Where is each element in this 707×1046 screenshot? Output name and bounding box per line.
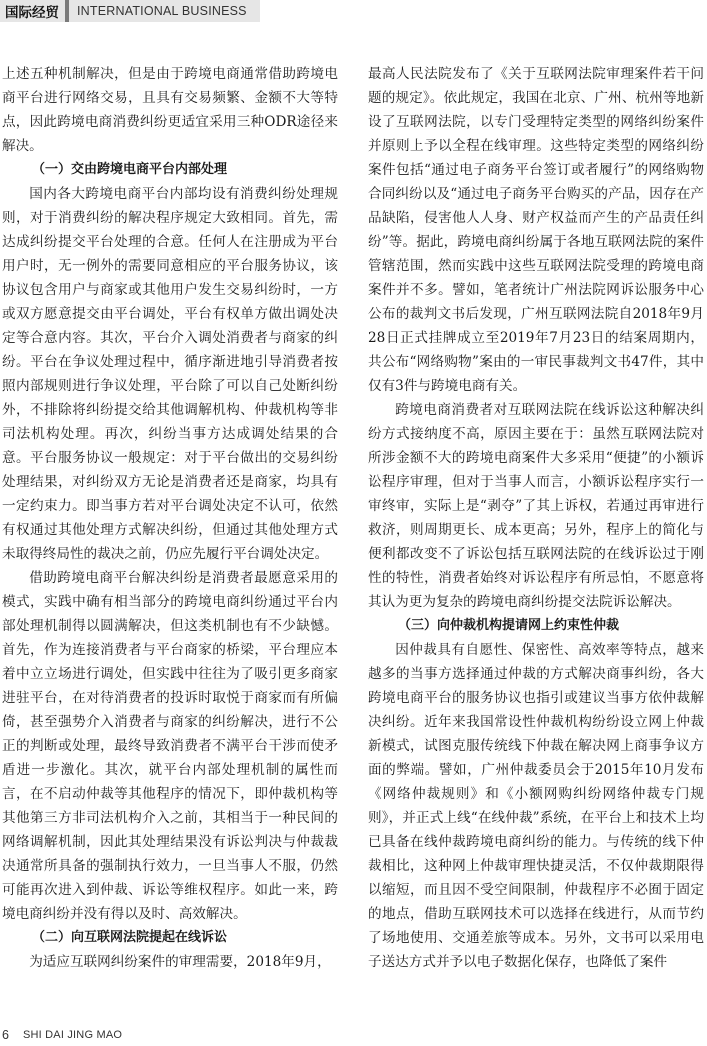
header-section-title: 国际经贸 [5,5,59,21]
section-heading: （二）向互联网法院提起在线诉讼 [32,930,228,945]
paragraph: 国内各大跨境电商平台内部均设有消费纠纷处理规则，对于消费纠纷的解决程序规定大致相同。首先，需达成纠纷提交平台处理的合意。任何人在注册成为平台用户时，无一例外的需要同意相应的平台服务协议，该协议包含用户与商家或其他用户发生交易纠纷时，一方或双方愿意提交由平台调处，平台有权单方做出调处决定等合意内容。其次，平台介入调处消费者与商家的纠纷。平台在争议处理过程中，循序渐进地引导消费者按照内部规则进行争议处理，平台除了可以自己处断纠纷外，不排除将纠纷提交给其他调解机构、仲裁机构等非司法机构处理。再次，纠纷当事方达成调处结果的合意。平台服务协议一般规定：对于平台做出的交易纠纷处理结果，对纠纷双方无论是消费者还是商家，均具有一定约束力。即当事方若对平台调处决定不认可，依然有权通过其他处理方式解决纠纷，但通过其他处理方式未取得终局性的裁决之前，仍应先履行平台调处决定。 [2,186,338,562]
journal-name: SHI DAI JING MAO [22,1029,123,1041]
section-heading: （一）交由跨境电商平台内部处理 [32,162,228,177]
page-number: 6 [2,1028,9,1042]
paragraph: 因仲裁具有自愿性、保密性、高效率等特点，越来越多的当事方选择通过仲裁的方式解决商事纠纷，各大跨境电商平台的服务协议也指引或建议当事方依仲裁解决纠纷。近年来我国常设性仲裁机构纷纷设立网上仲裁新模式，试图克服传统线下仲裁在解决网上商事争议方面的弊端。譬如，广州仲裁委员会于2015年10月发布《网络仲裁规则》和《小额网购纠纷网络仲裁专门规则》，并正式上线“在线仲裁”系统，在平台上和技术上均已具备在线仲裁跨境电商纠纷的能力。与传统的线下仲裁相比，这种网上仲裁审理快捷灵活，不仅仲裁期限得以缩短，而且因不受空间限制，仲裁程序不必囿于固定的地点，借助互联网技术可以选择在线进行，从而节约了场地使用、交通差旅等成本。另外，文书可以采用电子送达方式并予以电子数据化保存，也降低了案件 [368,642,704,970]
paragraph: 跨境电商消费者对互联网法院在线诉讼这种解决纠纷方式接纳度不高，原因主要在于：虽然互联网法院对所涉金额不大的跨境电商案件大多采用“便捷”的小额诉讼程序审理，但对于当事人而言，小额诉讼程序实行一审终审，实际上是“剥夺”了其上诉权，若通过再审进行救济，则周期更长、成本更高；另外，程序上的简化与便利都改变不了诉讼包括互联网法院的在线诉讼过于刚性的特性，消费者始终对诉讼程序有所忌怕，不愿意将其认为更为复杂的跨境电商纠纷提交法院诉讼解决。 [368,402,704,610]
section-heading: （三）向仲裁机构提请网上约束性仲裁 [398,618,620,633]
left-column [2,62,338,1022]
paragraph: 上述五种机制解决，但是由于跨境电商通常借助跨境电商平台进行网络交易，且具有交易频繁、金额不大等特点，因此跨境电商消费纠纷更适宜采用三种ODR途径来解决。 [2,66,338,154]
header-section-title-en: INTERNATIONAL BUSINESS [77,4,247,18]
running-header [0,0,260,22]
right-column [368,62,704,1022]
paragraph: 最高人民法院发布了《关于互联网法院审理案件若干问题的规定》。依此规定，我国在北京、广州、杭州等地新设了互联网法院，以专门受理特定类型的网络纠纷案件并原则上予以全程在线审理。这些特定类型的网络纠纷案件包括“通过电子商务平台签订或者履行”的网络购物合同纠纷以及“通过电子商务平台购买的产品，因存在产品缺陷，侵害他人人身、财产权益而产生的产品责任纠纷”等。据此，跨境电商纠纷属于各地互联网法院的案件管辖范围，然而实践中这些互联网法院受理的跨境电商案件并不多。譬如，笔者统计广州法院网诉讼服务中心公布的裁判文书后发现，广州互联网法院自2018年9月28日正式挂牌成立至2019年7月23日的结案周期内，共公布“网络购物”案由的一审民事裁判文书47件，其中仅有3件与跨境电商有关。 [368,66,704,394]
page-footer [0,1024,122,1046]
paragraph: 借助跨境电商平台解决纠纷是消费者最愿意采用的模式，实践中确有相当部分的跨境电商纠纷通过平台内部处理机制得以圆满解决，但这类机制也有不少缺憾。首先，作为连接消费者与平台商家的桥梁，平台理应本着中立立场进行调处，但实践中往往为了吸引更多商家进驻平台，在对待消费者的投诉时取悦于商家而有所偏倚，甚至强势介入消费者与商家的纠纷解决，进行不公正的判断或处理，最终导致消费者不满平台干涉而使矛盾进一步激化。其次，就平台内部处理机制的属性而言，在不启动仲裁等其他程序的情况下，即仲裁机构等其他第三方非司法机构介入之前，其相当于一种民间的网络调解机制，因此其处理结果没有诉讼判决与仲裁裁决通常所具备的强制执行效力，一旦当事人不服，仍然可能再次进入到仲裁、诉讼等维权程序。如此一来，跨境电商纠纷并没有得以及时、高效解决。 [2,570,338,922]
paragraph: 为适应互联网纠纷案件的审理需要，2018年9月， [29,954,331,970]
